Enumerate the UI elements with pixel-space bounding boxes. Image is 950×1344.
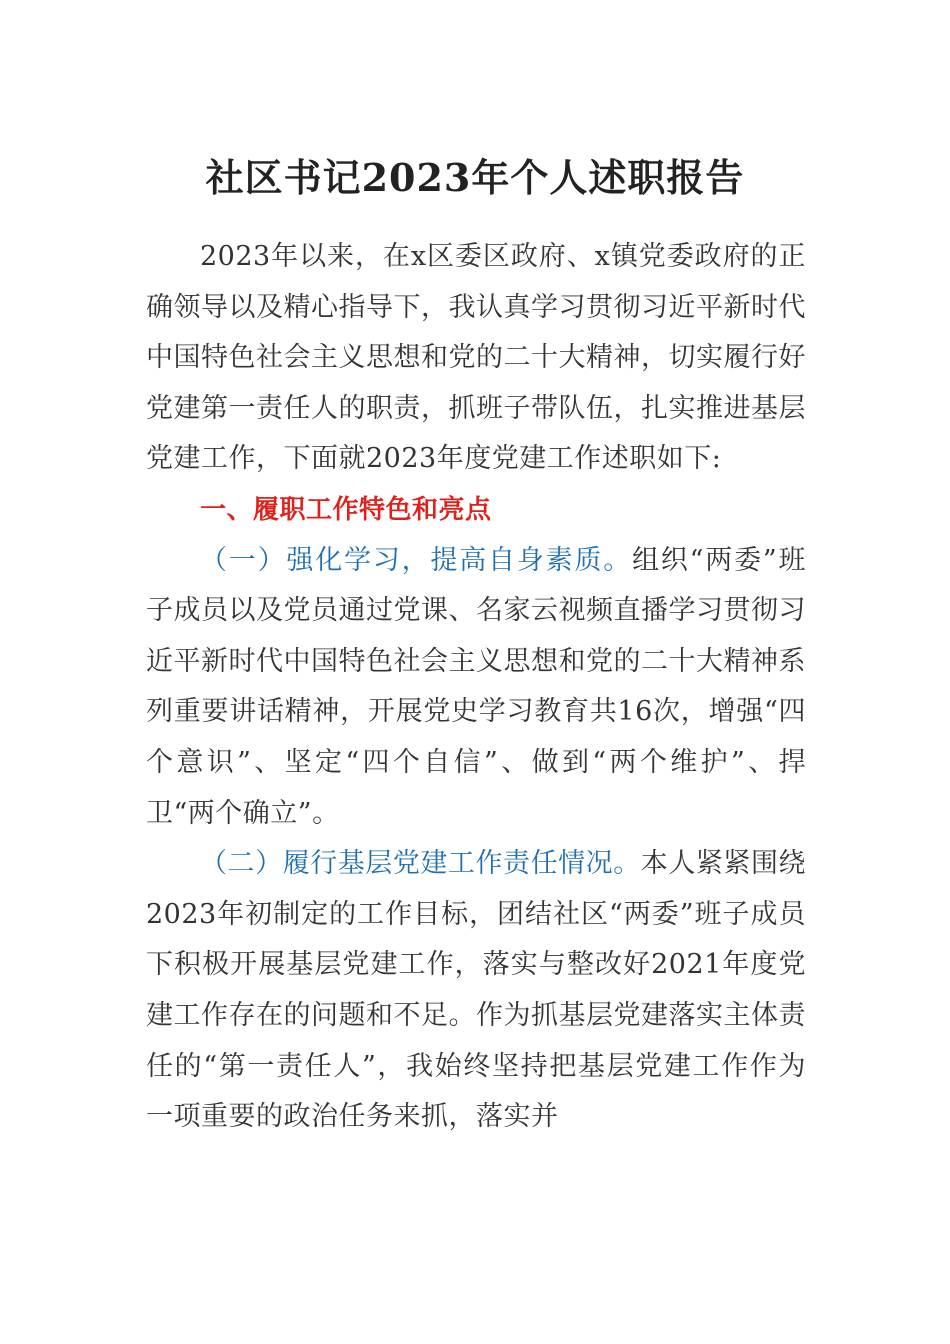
subsection-1-text: 组织“两委”班子成员以及党员通过党课、名家云视频直播学习贯彻习近平新时代中国特色社会主义思想和党的二十大精神系列重要讲话精神，开展党史学习教育共16次，增强“四个意识”、坚定“四个自信”、做到“两个维护”、捍卫“两个确立”。: [146, 544, 807, 829]
document-title: 社区书记2023年个人述职报告: [205, 155, 745, 200]
subsection-2-text: 本人紧紧围绕2023年初制定的工作目标，团结社区“两委”班子成员下积极开展基层党建工作，落实与整改好2021年度党建工作存在的问题和不足。作为抓基层党建落实主体责任的“第一责任人”，我始终坚持把基层党建工作作为一项重要的政治任务来抓，落实并: [146, 848, 807, 1133]
section-heading: 一、履职工作特色和亮点: [200, 494, 492, 525]
intro-paragraph: 2023年以来，在x区委区政府、x镇党委政府的正确领导以及精心指导下，我认真学习贯彻习近平新时代中国特色社会主义思想和党的二十大精神，切实履行好党建第一责任人的职责，抓班子带队伍，扎实推进基层党建工作，下面就2023年度党建工作述职如下:: [146, 241, 806, 475]
subsection-2-paragraph: [146, 839, 806, 1143]
subsection-2-heading: （二）履行基层党建工作责任情况。: [200, 848, 641, 880]
document-body: [146, 232, 806, 1143]
subsection-1-paragraph: [146, 536, 806, 840]
subsection-1-heading: （一）强化学习，提高自身素质。: [200, 544, 633, 576]
